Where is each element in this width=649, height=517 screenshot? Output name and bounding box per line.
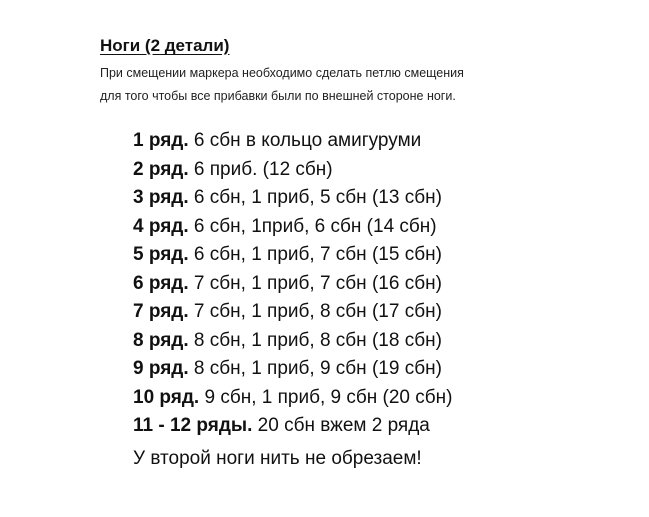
row-label: 10 ряд. [133,386,200,408]
footer-note: У второй ноги нить не обрезаем! [133,448,422,469]
row-item [133,241,452,270]
row-item [133,412,452,441]
row-label: 6 ряд. [133,272,189,294]
row-label: 2 ряд. [133,158,189,180]
row-list [133,127,452,441]
row-item [133,156,452,185]
row-label: 8 ряд. [133,329,189,351]
row-item [133,213,452,242]
note-line-1: При смещении маркера необходимо сделать петлю смещения [100,66,464,80]
row-text: 8 сбн, 1 приб, 8 сбн (18 сбн) [188,329,442,351]
row-text: 6 сбн, 1 приб, 7 сбн (15 сбн) [188,244,442,265]
row-label: 1 ряд. [133,130,189,151]
row-text: 6 приб. (12 сбн) [188,158,333,180]
row-item [133,270,452,299]
row-item [133,127,452,156]
row-text: 7 сбн, 1 приб, 8 сбн (17 сбн) [188,301,442,322]
row-item [133,327,452,356]
row-text: 6 сбн в кольцо амигуруми [188,130,422,151]
note-line-2: для того чтобы все прибавки были по внешней стороне ноги. [100,89,456,103]
row-label: 4 ряд. [133,215,189,237]
row-label: 9 ряд. [133,358,189,379]
row-text: 6 сбн, 1приб, 6 сбн (14 сбн) [188,215,437,237]
row-text: 6 сбн, 1 приб, 5 сбн (13 сбн) [188,187,442,208]
row-text: 8 сбн, 1 приб, 9 сбн (19 сбн) [188,358,442,379]
row-label: 3 ряд. [133,187,189,208]
row-text: 7 сбн, 1 приб, 7 сбн (16 сбн) [188,272,442,294]
row-item [133,184,452,213]
row-item [133,298,452,327]
row-text: 9 сбн, 1 приб, 9 сбн (20 сбн) [199,386,453,408]
row-text: 20 сбн вжем 2 ряда [252,415,430,436]
row-label: 11 - 12 ряды. [133,415,253,436]
row-item [133,384,452,413]
row-label: 5 ряд. [133,244,189,265]
row-item [133,355,452,384]
row-label: 7 ряд. [133,301,189,322]
page-title: Ноги (2 детали) [100,36,230,55]
